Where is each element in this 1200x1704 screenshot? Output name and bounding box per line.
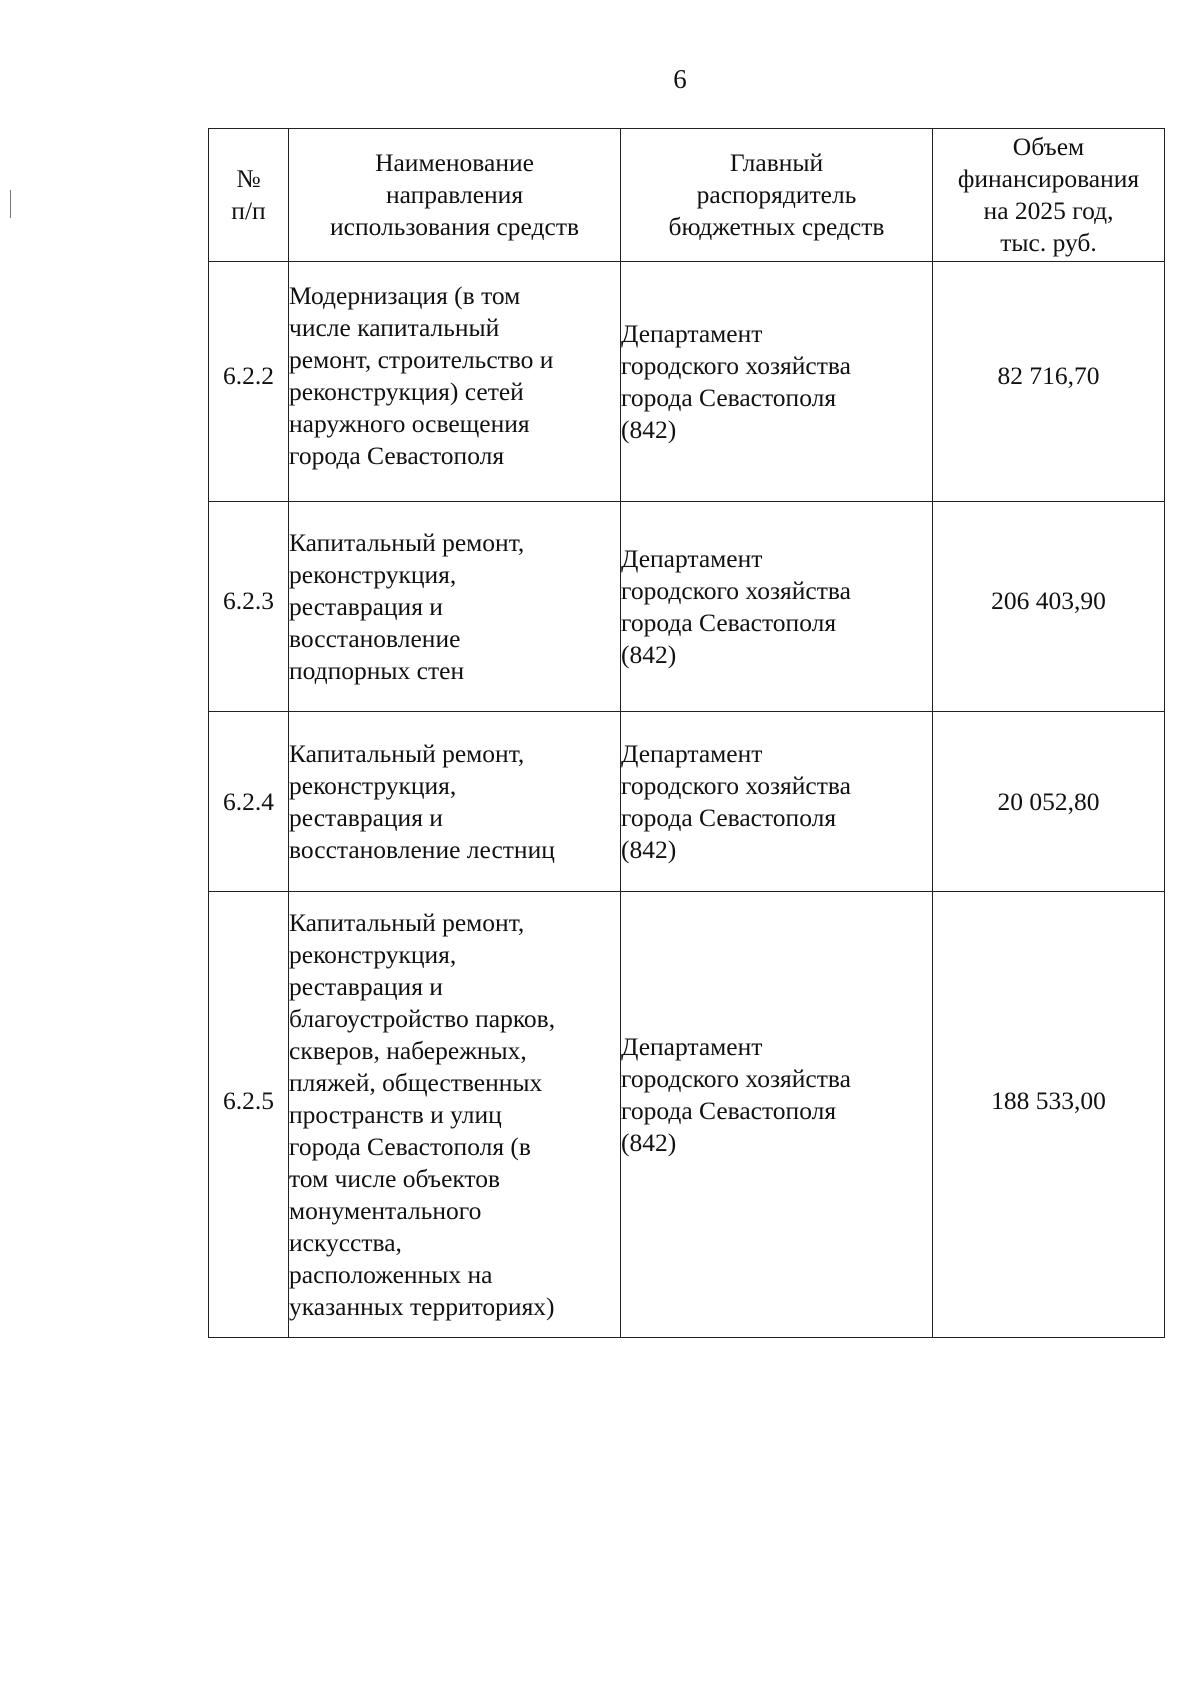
row-budget-administrator: Департамент городского хозяйства города Севастополя (842): [621, 712, 933, 892]
row-budget-administrator: Департамент городского хозяйства города Севастополя (842): [621, 892, 933, 1338]
row-funding-amount: 206 403,90: [933, 502, 1165, 712]
page-number: 6: [673, 64, 687, 94]
scan-artifact-line: [10, 190, 11, 218]
row-direction-name: Модернизация (в том числе капитальный ремонт, строительство и реконструкция) сетей наружного освещения города Севастополя: [289, 262, 621, 502]
table-row: [209, 712, 1165, 892]
table-row: [209, 262, 1165, 502]
row-number: 6.2.5: [209, 892, 289, 1338]
table-header-row: [209, 129, 1165, 262]
row-number: 6.2.3: [209, 502, 289, 712]
header-funding-amount: Объем финансирования на 2025 год, тыс. руб.: [933, 129, 1165, 262]
row-direction-name: Капитальный ремонт, реконструкция, реставрация и благоустройство парков, скверов, набережных, пляжей, общественных пространств и улиц города Севастополя (в том числе объектов монументального искусства, расположенных на указанных территориях): [289, 892, 621, 1338]
table-row: [209, 892, 1165, 1338]
header-number: № п/п: [209, 129, 289, 262]
row-direction-name: Капитальный ремонт, реконструкция, реставрация и восстановление лестниц: [289, 712, 621, 892]
row-budget-administrator: Департамент городского хозяйства города Севастополя (842): [621, 262, 933, 502]
row-funding-amount: 188 533,00: [933, 892, 1165, 1338]
row-budget-administrator: Департамент городского хозяйства города Севастополя (842): [621, 502, 933, 712]
row-funding-amount: 82 716,70: [933, 262, 1165, 502]
header-budget-administrator: Главный распорядитель бюджетных средств: [621, 129, 933, 262]
budget-allocation-table: [208, 128, 1165, 1338]
table-row: [209, 502, 1165, 712]
row-funding-amount: 20 052,80: [933, 712, 1165, 892]
row-number: 6.2.4: [209, 712, 289, 892]
row-number: 6.2.2: [209, 262, 289, 502]
header-direction-name: Наименование направления использования средств: [289, 129, 621, 262]
row-direction-name: Капитальный ремонт, реконструкция, реставрация и восстановление подпорных стен: [289, 502, 621, 712]
